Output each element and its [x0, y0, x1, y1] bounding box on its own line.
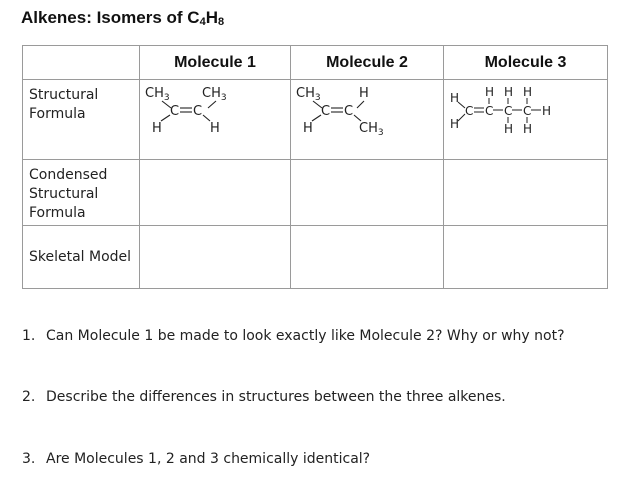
m3-carbon-3: C — [504, 104, 513, 118]
molecule-1-condensed-cell[interactable] — [140, 160, 291, 226]
molecule-1-structure — [140, 80, 291, 160]
molecule-3-condensed-cell[interactable] — [444, 160, 608, 226]
m3-carbon-1: C — [465, 104, 474, 118]
molecule-2-skeletal-cell[interactable] — [291, 226, 444, 289]
molecule-2-condensed-cell[interactable] — [291, 160, 444, 226]
m3-h-top-1: H — [485, 85, 495, 99]
molecule-1-skeletal-cell[interactable] — [140, 226, 291, 289]
m3-h-bottom-1: H — [504, 122, 514, 136]
m3-h-top-2: H — [504, 85, 514, 99]
question-1: 1. Can Molecule 1 be made to look exactly like Molecule 2? Why or why not? — [22, 328, 565, 344]
row-label-skeletal-model: Skeletal Model — [23, 226, 140, 289]
m3-h-end: H — [542, 104, 552, 118]
header-molecule-2: Molecule 2 — [291, 46, 444, 80]
m3-carbon-4: C — [523, 104, 532, 118]
header-molecule-3: Molecule 3 — [444, 46, 608, 80]
molecule-3-structure — [444, 80, 608, 160]
m3-h-upper-left: H — [450, 91, 460, 105]
m3-h-lower-left: H — [450, 117, 460, 131]
row-label-condensed-formula: Condensed Structural Formula — [23, 160, 140, 226]
m3-carbon-2: C — [485, 104, 494, 118]
m1-h-right: H — [210, 121, 220, 136]
m1-h-left: H — [152, 121, 162, 136]
m1-ch3-left: $CH_3$ — [145, 86, 170, 103]
header-blank — [23, 46, 140, 80]
table-row — [23, 160, 608, 226]
row-label-structural-formula: Structural Formula — [23, 80, 140, 160]
m3-h-bottom-2: H — [523, 122, 533, 136]
m1-carbon-1: C — [170, 104, 180, 119]
header-molecule-1: Molecule 1 — [140, 46, 291, 80]
molecule-3-skeletal-cell[interactable] — [444, 226, 608, 289]
worksheet-title: Alkenes: Isomers of $C_4H_8$ — [21, 8, 225, 28]
m1-carbon-2: C — [193, 104, 203, 119]
m2-carbon-2: C — [344, 104, 354, 119]
m2-h-right: H — [359, 86, 369, 101]
m2-ch3-left: $CH_3$ — [296, 86, 321, 103]
molecule-2-structure — [291, 80, 444, 160]
question-3: 3. Are Molecules 1, 2 and 3 chemically identical? — [22, 451, 371, 467]
m3-h-top-3: H — [523, 85, 533, 99]
m2-carbon-1: C — [321, 104, 331, 119]
m2-ch3-right: $CH_3$ — [359, 121, 384, 138]
table-row — [23, 226, 608, 289]
m1-ch3-right: $CH_3$ — [202, 86, 227, 103]
table-header-row — [23, 46, 608, 80]
m2-h-left: H — [303, 121, 313, 136]
question-2: 2. Describe the differences in structures between the three alkenes. — [22, 389, 506, 405]
isomer-table — [22, 45, 608, 289]
table-row — [23, 80, 608, 160]
